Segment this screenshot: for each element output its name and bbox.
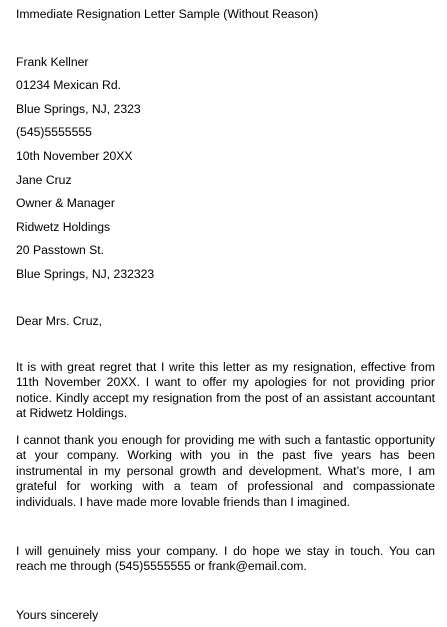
recipient-company: Ridwetz Holdings (16, 220, 111, 234)
closing: Yours sincerely (16, 608, 99, 622)
body-paragraph-3: I will genuinely miss your company. I do hope we stay in touch. You can reach me through (545)5555555 or frank@email.com. (16, 544, 435, 574)
sender-phone: (545)5555555 (16, 125, 92, 139)
body-paragraph-1: It is with great regret that I write this letter as my resignation, effective from 11th November 20XX. I want to offer my apologies for not providing prior notice. Kindly accept my resignation from the post of an assistant accountant at Ridwetz Holdings. (16, 360, 435, 421)
sender-city-line: Blue Springs, NJ, 2323 (16, 102, 141, 116)
salutation: Dear Mrs. Cruz, (16, 314, 102, 328)
recipient-street: 20 Passtown St. (16, 243, 105, 257)
sender-name: Frank Kellner (16, 55, 89, 69)
sender-street: 01234 Mexican Rd. (16, 78, 122, 92)
letter-date: 10th November 20XX (16, 149, 133, 163)
document-title: Immediate Resignation Letter Sample (Without Reason) (16, 7, 319, 21)
body-paragraph-2: I cannot thank you enough for providing me with such a fantastic opportunity at your company. Working with you in the past five years has been instrumental in my personal growth and development. What’s more, I am grateful for working with a team of professional and compassionate individuals. I have made more lovable friends than I imagined. (16, 433, 435, 509)
recipient-name: Jane Cruz (16, 173, 72, 187)
recipient-city-line: Blue Springs, NJ, 232323 (16, 267, 155, 281)
recipient-title: Owner & Manager (16, 196, 115, 210)
